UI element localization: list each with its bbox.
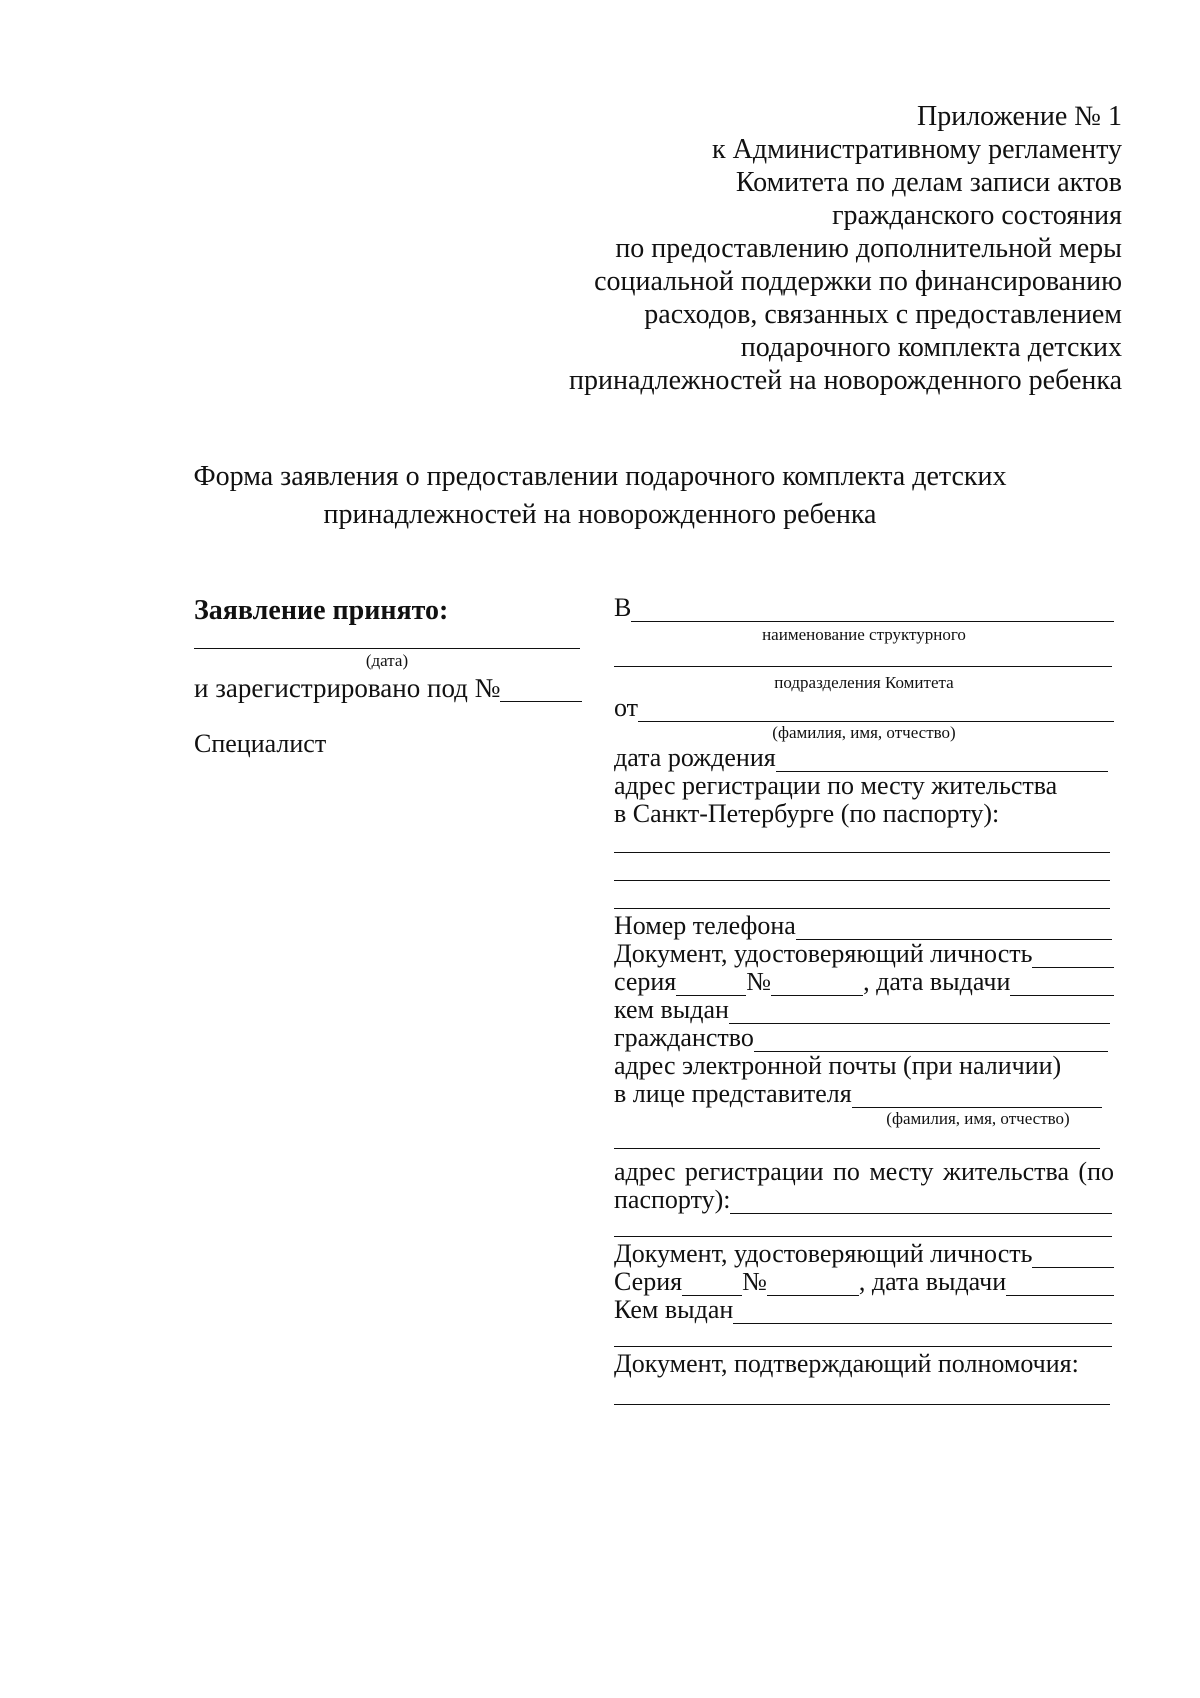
issued-by-field[interactable] — [729, 1001, 1110, 1024]
rep-issued-by-field[interactable] — [733, 1301, 1112, 1324]
series-row — [614, 968, 1114, 996]
authority-doc-field[interactable] — [614, 1404, 1110, 1405]
form-title-line-2: принадлежностей на новорожденного ребенка — [323, 499, 877, 530]
from-prefix: от — [614, 693, 639, 722]
form-title-line-1: Форма заявления о предоставлении подарочного комплекта детских — [193, 461, 1007, 492]
rep-issue-date-field[interactable] — [1006, 1273, 1114, 1296]
form-title — [0, 458, 1200, 534]
accepted-label: Заявление принято: — [194, 595, 449, 626]
rep-series-field[interactable] — [682, 1273, 742, 1296]
number-sign: № — [746, 967, 772, 996]
reg-address-label-2: в Санкт-Петербурге (по паспорту): — [614, 799, 1000, 828]
appendix-line: принадлежностей на новорожденного ребенка — [569, 365, 1122, 396]
appendix-line: Комитета по делам записи актов — [735, 167, 1122, 198]
issue-date-label: , дата выдачи — [863, 967, 1011, 996]
appendix-line: гражданского состояния — [832, 200, 1122, 231]
from-row — [614, 694, 1114, 722]
birth-date-field[interactable] — [776, 749, 1108, 772]
rep-issued-by-field-2[interactable] — [614, 1346, 1112, 1347]
unit-name-field-2[interactable] — [614, 666, 1112, 667]
rep-issued-by-row — [614, 1296, 1112, 1324]
citizenship-row — [614, 1024, 1108, 1052]
email-label: адрес электронной почты (при наличии) — [614, 1051, 1062, 1080]
date-caption: (дата) — [365, 651, 409, 670]
phone-row — [614, 912, 1112, 940]
reg-address-label-1: адрес регистрации по месту жительства — [614, 771, 1058, 800]
phone-label: Номер телефона — [614, 911, 796, 940]
unit-caption-1: наименование структурного — [762, 625, 966, 644]
series-label: серия — [614, 967, 677, 996]
citizenship-label: гражданство — [614, 1023, 754, 1052]
appendix-line: по предоставлению дополнительной меры — [615, 233, 1122, 264]
fio-caption: (фамилия, имя, отчество) — [772, 723, 956, 742]
appendix-line: Приложение № 1 — [917, 101, 1122, 132]
rep-address-label-1: адрес регистрации по месту жительства (по — [614, 1157, 1114, 1186]
rep-id-doc-label: Документ, удостоверяющий личность — [614, 1239, 1033, 1268]
doc-number-field[interactable] — [771, 973, 863, 996]
appendix-line: подарочного комплекта детских — [740, 332, 1122, 363]
rep-address-field[interactable] — [730, 1191, 1112, 1214]
id-doc-field[interactable] — [1032, 945, 1114, 968]
unit-name-field[interactable] — [631, 599, 1114, 622]
registered-row — [194, 674, 582, 702]
registration-number-field[interactable] — [500, 679, 582, 702]
representative-field[interactable] — [852, 1085, 1102, 1108]
reg-address-field-2[interactable] — [614, 880, 1110, 881]
citizenship-field[interactable] — [754, 1029, 1108, 1052]
rep-series-row — [614, 1268, 1114, 1296]
unit-caption-2: подразделения Комитета — [774, 673, 954, 692]
specialist-label: Специалист — [194, 729, 327, 758]
representative-row — [614, 1080, 1102, 1108]
phone-field[interactable] — [796, 917, 1112, 940]
rep-address-row — [614, 1186, 1112, 1214]
appendix-line: расходов, связанных с предоставлением — [644, 299, 1122, 330]
authority-doc-label: Документ, подтверждающий полномочия: — [614, 1349, 1079, 1378]
rep-id-doc-row — [614, 1240, 1114, 1268]
to-row — [614, 594, 1114, 622]
representative-label: в лице представителя — [614, 1079, 852, 1108]
series-field[interactable] — [676, 973, 746, 996]
issued-by-label: кем выдан — [614, 995, 729, 1024]
appendix-line: социальной поддержки по финансированию — [594, 266, 1122, 297]
issue-date-field[interactable] — [1010, 973, 1114, 996]
registered-label: и зарегистрировано под № — [194, 673, 501, 703]
rep-fio-field-2[interactable] — [614, 1148, 1100, 1149]
reg-address-field-3[interactable] — [614, 908, 1110, 909]
accepted-date-field[interactable] — [194, 648, 580, 649]
id-doc-label: Документ, удостоверяющий личность — [614, 939, 1033, 968]
reg-address-field-1[interactable] — [614, 852, 1110, 853]
rep-doc-number-field[interactable] — [767, 1273, 859, 1296]
id-doc-row — [614, 940, 1114, 968]
rep-issue-date-label: , дата выдачи — [858, 1267, 1007, 1296]
appendix-header — [422, 100, 1122, 397]
appendix-line: к Административному регламенту — [712, 134, 1122, 165]
issued-by-row — [614, 996, 1110, 1024]
applicant-fio-field[interactable] — [638, 699, 1114, 722]
rep-number-sign: № — [742, 1267, 767, 1296]
rep-series-label: Серия — [614, 1267, 683, 1296]
rep-id-doc-field[interactable] — [1032, 1245, 1114, 1268]
rep-address-field-2[interactable] — [614, 1236, 1112, 1237]
birth-date-row — [614, 744, 1108, 772]
rep-address-label-2: паспорту): — [614, 1185, 731, 1214]
rep-fio-caption: (фамилия, имя, отчество) — [886, 1109, 1070, 1128]
rep-issued-by-label: Кем выдан — [614, 1295, 734, 1324]
birth-date-label: дата рождения — [614, 743, 776, 772]
to-prefix: В — [614, 593, 632, 622]
